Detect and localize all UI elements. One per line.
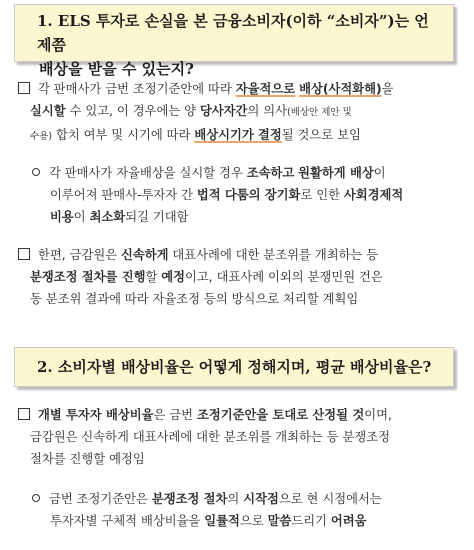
circle-bullet-icon	[32, 168, 40, 176]
text-span: 은 금번	[153, 408, 197, 422]
text-span: 각 판매사가 자율배상을 실시할 경우	[49, 166, 247, 180]
text-span: 이며,	[364, 408, 392, 422]
emphasis-text: 비용	[50, 210, 74, 224]
question-2-line1: 2. 소비자별 배상비율은 어떻게 정해지며, 평균 배상비율은?	[37, 358, 432, 376]
answer-1-point-1	[18, 78, 454, 148]
text-span: 이	[373, 166, 386, 180]
emphasis-text: 배상(사적화해)	[299, 82, 382, 96]
emphasis-text: 말씀	[267, 514, 292, 528]
square-bullet-icon	[18, 408, 30, 420]
emphasis-text: 당사자간	[199, 104, 248, 118]
emphasis-text: 사회경제적	[343, 188, 404, 202]
small-text: (배상안 제안 및	[286, 107, 352, 118]
text-span: 한편, 금감원은	[38, 248, 121, 262]
emphasis-text: 개별 투자자	[38, 408, 106, 422]
emphasis-text: 분쟁조정 절차를 진행	[30, 270, 146, 284]
small-text: 수용)	[30, 131, 53, 142]
answer-1-point-2	[18, 244, 454, 310]
emphasis-text: 원활하게 배상	[298, 166, 374, 180]
emphasis-text: 분쟁조정 절차	[151, 492, 228, 506]
text-span: 로 인한	[300, 188, 344, 202]
text-span: 할	[145, 270, 162, 284]
emphasis-text: 배상비율	[105, 408, 154, 422]
text-span: 동 분조위 결과에 따라 자율조정 등의 방식으로 처리할 계획임	[30, 292, 359, 306]
emphasis-text: 자율적으로	[235, 82, 296, 96]
text-span: 금감원은 신속하게 대표사례에 대한 분조위를 개최하는 등 분쟁조정	[30, 430, 390, 444]
question-1-line1: 1. ELS 투자로 손실을 본 금융소비자(이하 “소비자”)는 언제쯤	[37, 12, 429, 54]
answer-2-point-1	[18, 404, 454, 470]
text-span: 으로 현 시점에서는	[278, 492, 382, 506]
text-span: 이고, 대표사례 이외의 분쟁민원 건은	[185, 270, 383, 284]
answer-2-point-1-sub	[18, 488, 454, 532]
emphasis-text: 신속하게	[121, 248, 169, 262]
text-span: 대표사례에 대한 분조위를 개최하는 등	[168, 248, 379, 262]
text-span: 될 것으로 보임	[281, 128, 361, 142]
emphasis-text: 최소화	[89, 210, 126, 224]
text-span: 수 있고, 이 경우에는 양	[65, 104, 200, 118]
text-span: 드리기	[291, 514, 331, 528]
text-span: 이루어져 판매사-투자자 간	[50, 188, 197, 202]
text-span: 으로	[239, 514, 268, 528]
emphasis-text: 일률적	[204, 514, 240, 528]
text-span: 을	[381, 82, 394, 96]
text-span: 금번 조정기준안은	[49, 492, 152, 506]
circle-bullet-icon	[32, 494, 40, 502]
text-span: 의 의사	[247, 104, 287, 118]
text-span: 이	[73, 210, 90, 224]
text-span: 절차를 진행할 예정임	[30, 452, 145, 466]
square-bullet-icon	[18, 82, 30, 94]
emphasis-text: 조속하고	[246, 166, 295, 180]
question-2-box	[14, 347, 454, 387]
emphasis-text: 조정기준안을 토대로 산정될 것	[196, 408, 365, 422]
emphasis-text: 법적 다툼의 장기화	[196, 188, 301, 202]
emphasis-text: 어려움	[330, 514, 367, 528]
text-span: 되길 기대함	[125, 210, 189, 224]
square-bullet-icon	[18, 248, 30, 260]
text-span: 의	[227, 492, 244, 506]
emphasis-text: 실시할	[30, 104, 66, 118]
answer-1-point-1-sub	[18, 162, 454, 228]
emphasis-text: 시작점	[243, 492, 279, 506]
text-span: 합치 여부 및 시기에 따라	[52, 128, 195, 142]
emphasis-text: 배상시기가 결정	[194, 128, 282, 142]
question-1-line2: 배상을 받을 수 있는지?	[39, 60, 194, 78]
text-span: 각 판매사가 금번 조정기준안에 따라	[38, 82, 236, 96]
emphasis-text: 예정	[161, 270, 186, 284]
question-1-box	[14, 4, 454, 78]
text-span: 투자자별 구체적 배상비율을	[50, 514, 205, 528]
